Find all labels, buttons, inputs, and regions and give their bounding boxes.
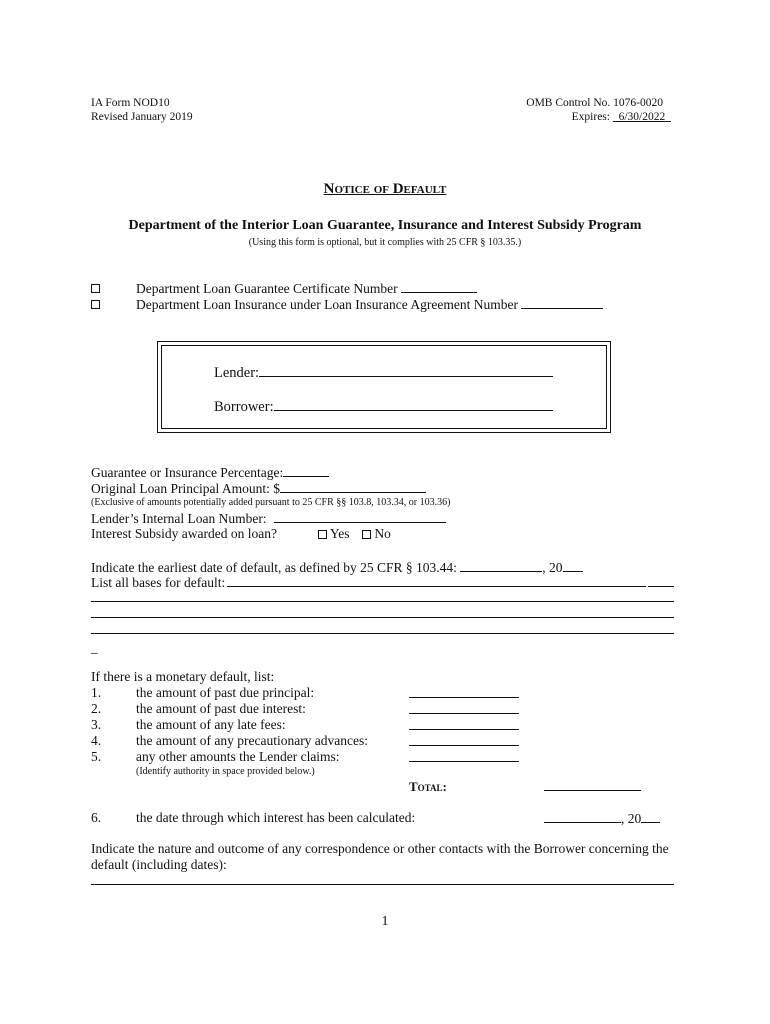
correspondence-line[interactable] xyxy=(91,884,674,885)
total-field[interactable] xyxy=(544,790,641,791)
internal-number-row xyxy=(91,510,446,527)
principal-note: (Exclusive of amounts potentially added pursuant to 25 CFR §§ 103.8, 103.34, or 103.36) xyxy=(91,497,451,508)
monetary-item-num: 3. xyxy=(91,717,102,732)
item6-num: 6. xyxy=(91,810,102,825)
precautionary-advances-field[interactable] xyxy=(409,745,519,746)
program-title: Department of the Interior Loan Guarantee, Insurance and Interest Subsidy Program xyxy=(128,218,642,233)
expiration xyxy=(572,110,671,124)
interest-date-row xyxy=(544,810,660,827)
guarantee-number-field[interactable] xyxy=(401,280,477,293)
bases-line-2[interactable] xyxy=(91,601,674,602)
expires-label: Expires: xyxy=(571,111,610,123)
other-amounts-field[interactable] xyxy=(409,761,519,762)
page-title: Notice of Default xyxy=(323,181,447,197)
monetary-item-label: the amount of past due interest: xyxy=(136,701,306,716)
subsidy-yes-option xyxy=(318,526,350,542)
guarantee-checkbox[interactable] xyxy=(91,284,100,293)
program-note: (Using this form is optional, but it complies with 25 CFR § 103.35.) xyxy=(248,237,522,248)
percentage-row xyxy=(91,464,329,481)
omb-control-number: OMB Control No. 1076-0020 xyxy=(526,97,663,109)
principal-field[interactable] xyxy=(280,480,426,493)
earliest-date-row xyxy=(91,559,583,576)
principal-label: Original Loan Principal Amount: xyxy=(91,481,270,496)
interest-date-field[interactable] xyxy=(544,810,621,823)
expires-date: 6/30/2022 xyxy=(618,111,666,123)
bases-line-1-tail xyxy=(648,586,674,587)
earliest-year-field[interactable] xyxy=(563,559,583,572)
option-insurance-row xyxy=(91,296,100,312)
currency-symbol: $ xyxy=(273,481,280,496)
correspondence-text-line1: Indicate the nature and outcome of any correspondence or other contacts with the Borrower concerning the xyxy=(91,841,669,856)
past-due-principal-field[interactable] xyxy=(409,697,519,698)
monetary-item-num: 2. xyxy=(91,701,102,716)
internal-number-field[interactable] xyxy=(274,510,446,523)
total-label: Total: xyxy=(409,779,447,794)
insurance-checkbox[interactable] xyxy=(91,300,100,309)
percentage-label: Guarantee or Insurance Percentage: xyxy=(91,465,284,480)
no-label: No xyxy=(374,526,391,541)
borrower-field[interactable] xyxy=(274,397,553,411)
borrower-row xyxy=(214,397,553,416)
monetary-item-label: any other amounts the Lender claims: xyxy=(136,749,340,764)
stray-dash: _ xyxy=(91,640,98,655)
subsidy-label: Interest Subsidy awarded on loan? xyxy=(91,526,277,541)
yes-label: Yes xyxy=(329,526,350,541)
form-id: IA Form NOD10 xyxy=(91,97,170,109)
parties-box xyxy=(157,341,611,433)
insurance-label: Department Loan Insurance under Loan Insurance Agreement Number xyxy=(136,297,518,312)
monetary-intro: If there is a monetary default, list: xyxy=(91,669,275,684)
page-number: 1 xyxy=(381,914,389,929)
interest-year-field[interactable] xyxy=(641,810,660,823)
monetary-item-num: 4. xyxy=(91,733,102,748)
lender-field[interactable] xyxy=(259,363,553,377)
borrower-label: Borrower: xyxy=(214,399,274,415)
revised-date: Revised January 2019 xyxy=(91,111,193,123)
monetary-item-label: the amount of past due principal: xyxy=(136,685,315,700)
monetary-item-label: the amount of any late fees: xyxy=(136,717,286,732)
item6-label: the date through which interest has been calculated: xyxy=(136,810,416,825)
bases-line-1[interactable] xyxy=(227,586,646,587)
past-due-interest-field[interactable] xyxy=(409,713,519,714)
internal-number-label: Lender’s Internal Loan Number: xyxy=(91,511,267,526)
guarantee-label: Department Loan Guarantee Certificate Number xyxy=(136,281,398,296)
principal-row xyxy=(91,480,426,497)
lender-row xyxy=(214,363,553,382)
monetary-item-label: the amount of any precautionary advances: xyxy=(136,733,369,748)
monetary-item-num: 1. xyxy=(91,685,102,700)
monetary-item-num: 5. xyxy=(91,749,102,764)
lender-label: Lender: xyxy=(214,365,260,381)
authority-note: (Identify authority in space provided below.) xyxy=(136,766,315,777)
earliest-date-label: Indicate the earliest date of default, as defined by 25 CFR § 103.44: xyxy=(91,560,457,575)
no-checkbox[interactable] xyxy=(362,530,371,539)
yes-checkbox[interactable] xyxy=(318,530,327,539)
percentage-field[interactable] xyxy=(283,464,329,477)
option-insurance xyxy=(136,296,603,313)
subsidy-no-option xyxy=(362,526,391,542)
earliest-date-field[interactable] xyxy=(460,559,542,572)
option-guarantee xyxy=(136,280,477,297)
bases-line-4[interactable] xyxy=(91,633,674,634)
option-guarantee-row xyxy=(91,280,100,296)
bases-label: List all bases for default: xyxy=(91,575,226,590)
insurance-number-field[interactable] xyxy=(521,296,603,309)
late-fees-field[interactable] xyxy=(409,729,519,730)
correspondence-text-line2: default (including dates): xyxy=(91,857,227,872)
interest-year-prefix: , 20 xyxy=(621,811,642,826)
year-prefix: , 20 xyxy=(542,560,563,575)
bases-line-3[interactable] xyxy=(91,617,674,618)
